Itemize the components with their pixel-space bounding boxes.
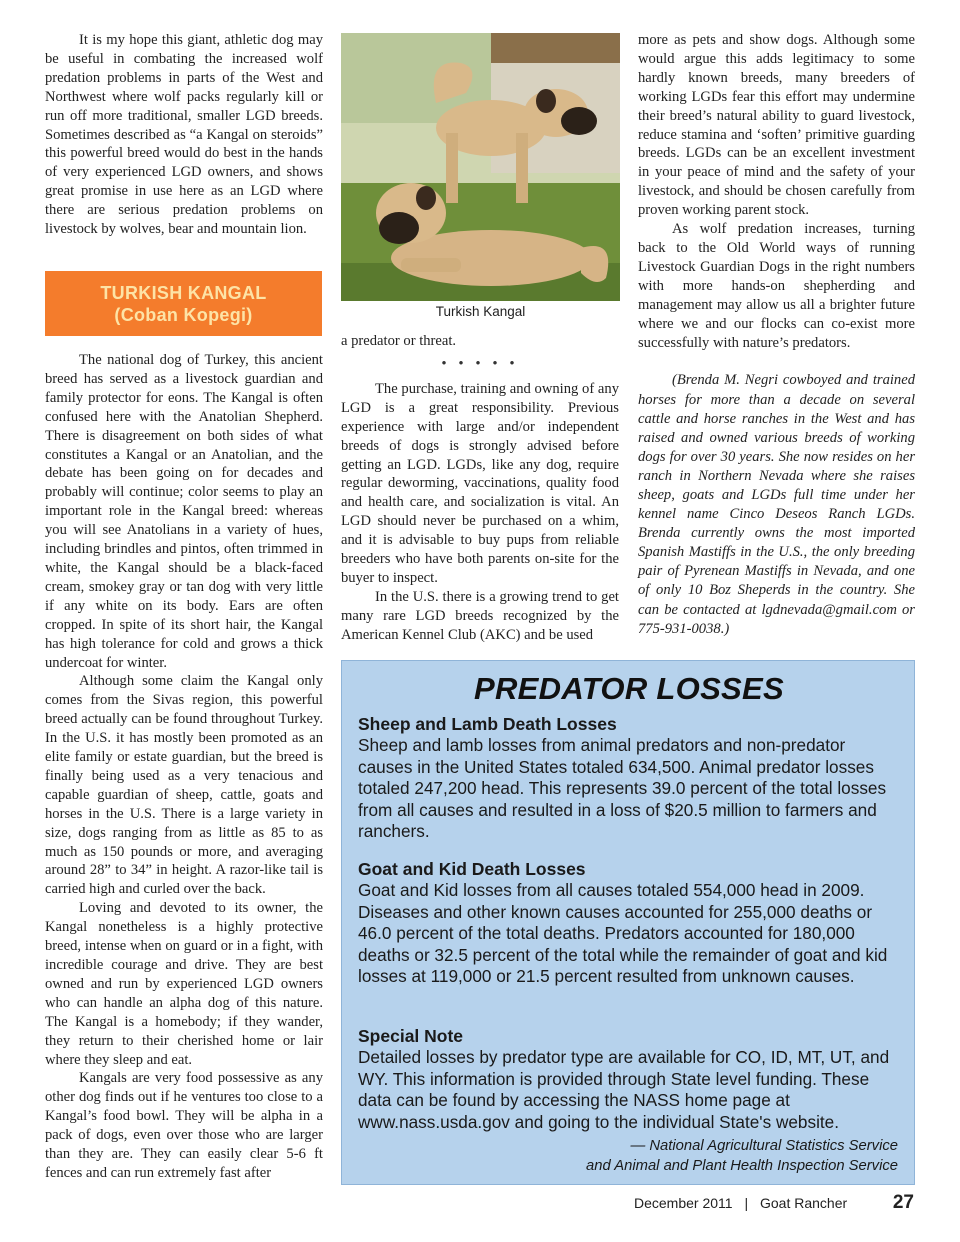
kangal-dogs-illustration [341,33,620,301]
paragraph: The purchase, training and owning of any LGD is a great responsibility. Previous experience with large and/or independent breeds of dogs is strongly advised before getting an LGD. LGDs, like any dog, require regular deworming, vaccinations, quality food and health care, and socialization is vital. An LGD should never be purchased on a whim, and it is advisable to buy pups from reliable breeders who have both parents on-site for the buyer to inspect. [341,380,619,586]
section-heading: Goat and Kid Death Losses [358,859,586,879]
article-column-1-body [45,351,323,1183]
predator-losses-box [341,660,915,1185]
issue-date: December 2011 [634,1195,733,1211]
section-separator: • • • • • [441,356,519,372]
turkish-kangal-heading-box [45,271,322,336]
section-heading: Special Note [358,1026,464,1046]
credit-line-2: and Animal and Plant Health Inspection Service [585,1157,898,1174]
bio-text: (Brenda M. Negri cowboyed and trained horses for more than a decade on several cattle and horse ranches in the West and has raised and owned various breeds of working dogs for over 30 years. She now resides on her ranch in Northern Nevada where she raises sheep, goats and LGDs full time under her kennel name Cinco Deseos Ranch LGDs. Brenda currently owns the most imported Spanish Mastiffs in the U.S., the only breeding pair of Pyrenean Mastiffs in Nevada, and one of only 10 Boz Sheperds in the country. She can be contacted at lgdnevada@gmail.com or 775-931-0038.) [638,372,915,637]
section-body: Detailed losses by predator type are available for CO, ID, MT, UT, and WY. This information is provided through State level funding. These data can be found by accessing the NASS home page at www.nass.usda.gov and going to the individual State's website. [358,1047,890,1132]
paragraph: As wolf predation increases, turning back to the Old World ways of running Livestock Guardian Dogs in the right numbers with more hands-on shepherding and management may allow us all a brighter future where we and our flocks can co-exist more successfully with nature’s predators. [638,221,915,351]
goat-losses-section [358,858,903,988]
paragraph: Kangals are very food possessive as any other dog finds out if he ventures too close to a Kangal’s food bowl. They will be alpha in a pack of dogs, even over those who are larger than they are. They can easily clear 5-6 ft fences and can run extremely fast after [45,1070,323,1181]
kangal-photo [341,33,620,301]
page-number: 27 [892,1192,914,1213]
paragraph: Loving and devoted to its owner, the Kangal nonetheless is a highly protective breed, intense when on guard or in a fight, with incredible courage and drive. They are best owned and run by experienced LGD owners who can handle an alpha dog of this nature. The Kangal is a homebody; if they wander, they return to their cherished home or lair where they sleep and eat. [45,900,323,1068]
article-column-2 [341,332,619,645]
predator-losses-title: PREDATOR LOSSES [474,671,784,706]
article-column-3 [638,31,915,639]
footer-divider: | [744,1195,749,1211]
heading-line-1: TURKISH KANGAL [100,282,267,303]
special-note-section [358,1025,903,1133]
paragraph: Although some claim the Kangal only comes from the Sivas region, this powerful breed actually can be found throughout Turkey. In the U.S. it has mostly been promoted as an elite family or estate guardian, but the breed is finally being used as a very tenacious and capable guardian of sheep, cattle, goats and horses in the U.S. There is a large variety in size, dogs ranging from as little as 85 to as much as 150 pounds or more, and averaging around 28” to 34” in height. A razor-like tail is carried high and curled over the back. [45,673,323,898]
section-heading: Sheep and Lamb Death Losses [358,714,617,734]
paragraph-continued: a predator or threat. [341,333,457,349]
paragraph: The national dog of Turkey, this ancient breed has served as a livestock guardian and family protector for eons. The Kangal is often confused here with the Anatolian Shepherd. There is disagreement on both sides of what constitutes a Kangal or an Anatolian, and the debate has been going on for decades and probably will continue; color seems to play an important role in the Kangal breed: whereas you will see Anatolians in a variety of hues, including brindles and pintos, often trimmed in white, the Kangal should be a black-faced cream, smokey gray or tan dog with very little if any white on its body. Ears are often cropped. In spite of its short hair, the Kangal has high tolerance for cold and grows a thick undercoat for winter. [45,352,323,671]
page-footer [634,1192,914,1213]
author-bio [638,371,915,638]
section-body: Sheep and lamb losses from animal predators and non-predator causes in the United States totaled 634,500. Animal predator losses totaled 247,200 head. This represents 39.0 percent of the total losses from all causes and resulted in a loss of $20.5 million to farmers and ranchers. [358,735,887,842]
article-column-1-top [45,31,323,239]
credit-line-1: — National Agricultural Statistics Service [630,1138,898,1154]
section-body: Goat and Kid losses from all causes totaled 554,000 head in 2009. Diseases and other known causes accounted for 255,000 deaths or 46.0 percent of the total deaths. Predators accounted for 180,000 deaths or 32.5 percent of the total while the remainder of goat and kid losses at 119,000 or 21.5 percent resulted from unknown causes. [358,880,888,987]
photo-caption: Turkish Kangal [435,304,526,319]
source-credit [586,1137,898,1176]
sheep-losses-section [358,713,903,843]
paragraph-continued: more as pets and show dogs. Although some would argue this adds legitimacy to some hardly known breeds, many breeders of working LGDs fear this effort may undermine their breed’s natural ability to guard livestock, reduce stamina and ‘soften’ primitive guarding breeds. LGDs can be an excellent investment in your peace of mind and the safety of your livestock, and should be chosen carefully from proven working parent stock. [638,32,915,219]
magazine-name: Goat Rancher [760,1195,848,1211]
paragraph: In the U.S. there is a growing trend to get many rare LGD breeds recognized by the American Kennel Club (AKC) and be used [341,588,619,643]
paragraph: It is my hope this giant, athletic dog may be useful in combating the increased wolf predation problems in parts of the West and Northwest where wolf packs regularly kill or run off more traditional, smaller LGD breeds. Sometimes described as “a Kangal on steroids” this powerful breed would do best in the hands of very experienced LGD owners, and shows great promise in use here as an LGD where there are serious predation problems on livestock by wolves, bear and mountain lion. [45,32,323,238]
heading-line-2: (Coban Kopegi) [114,304,253,325]
